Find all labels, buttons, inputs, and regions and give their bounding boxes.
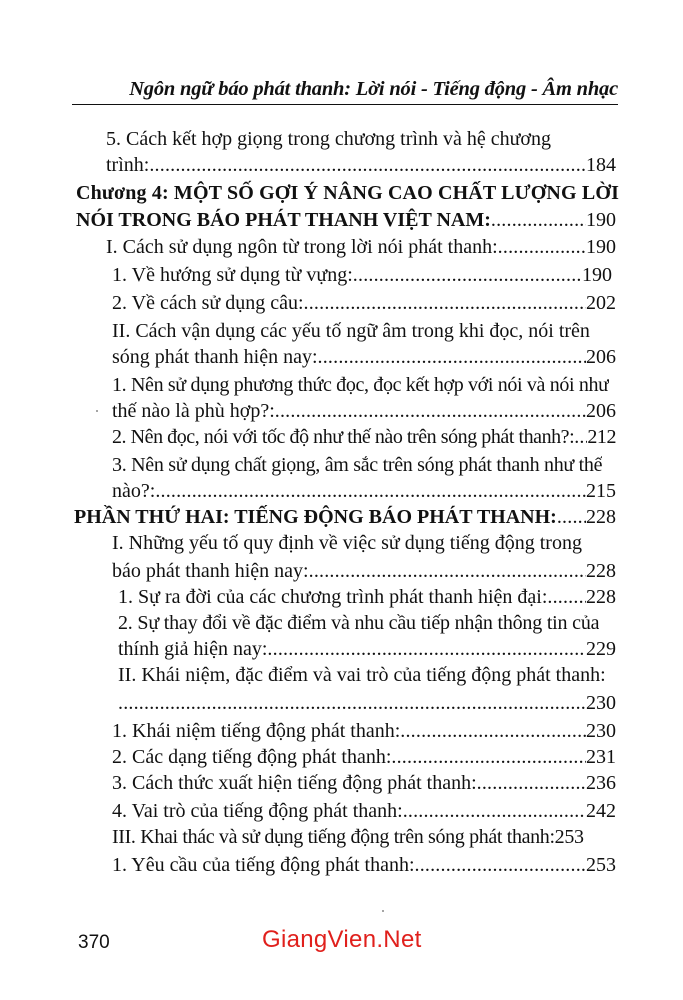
toc-page-number: 231 (586, 746, 616, 768)
toc-entry-text: nào?: (112, 480, 156, 502)
toc-entry-text: NÓI TRONG BÁO PHÁT THANH VIỆT NAM: (76, 209, 491, 231)
toc-entry-text: 3. Nên sử dụng chất giọng, âm sắc trên sóng phát thanh như thế (112, 454, 603, 476)
toc-entry-text: 2. Sự thay đổi về đặc điểm và nhu cầu tiếp nhận thông tin của (118, 612, 600, 634)
watermark-logo: GiangVien.Net (262, 926, 422, 953)
toc-chapter-heading: Chương 4: MỘT SỐ GỢI Ý NÂNG CAO CHẤT LƯỢNG LỜI (76, 182, 620, 204)
toc-entry-text: thế nào là phù hợp?: (112, 400, 275, 422)
toc-leader-dots (415, 850, 587, 880)
toc-page-number: 206 (586, 346, 616, 368)
scan-speck (382, 910, 384, 912)
toc-entry (112, 822, 616, 852)
toc-entry-text: báo phát thanh hiện nay: (112, 560, 309, 582)
toc-entry-text: trình: (106, 154, 150, 176)
toc-chapter-entry (76, 205, 616, 235)
toc-entry-text: 2. Về cách sử dụng câu: (112, 292, 304, 314)
toc-page-number: 228 (586, 506, 616, 528)
toc-page-number: 215 (586, 480, 616, 502)
toc-page-number: 202 (586, 292, 616, 314)
toc-page-number: 228 (586, 586, 616, 608)
toc-entry (112, 768, 616, 798)
toc-entry-text: 2. Nên đọc, nói với tốc độ như thế nào trên sóng phát thanh?: (112, 426, 575, 448)
header-rule (72, 104, 618, 105)
page-number: 370 (78, 932, 110, 953)
toc-entry-text: I. Những yếu tố quy định về việc sử dụng tiếng động trong (112, 532, 582, 554)
toc-entry-text: II. Khái niệm, đặc điểm và vai trò của tiếng động phát thanh: (118, 664, 606, 686)
toc-entry-text: 4. Vai trò của tiếng động phát thanh: (112, 800, 403, 822)
toc-page-number: 206 (586, 400, 616, 422)
toc-page-number: 242 (586, 800, 616, 822)
toc-entry (112, 422, 616, 452)
toc-page-number: 253 (554, 826, 584, 848)
toc-entry-text: 5. Cách kết hợp giọng trong chương trình và hệ chương (106, 128, 551, 150)
toc-entry-text: III. Khai thác và sử dụng tiếng động trên sóng phát thanh: (112, 826, 555, 848)
toc-leader-dots (118, 688, 586, 718)
toc-page-number: 212 (587, 426, 616, 448)
toc-entry-text: PHẦN THỨ HAI: TIẾNG ĐỘNG BÁO PHÁT THANH: (74, 506, 557, 528)
toc-leader-dots (149, 150, 586, 180)
toc-leader-dots (491, 205, 586, 235)
toc-entry-text: I. Cách sử dụng ngôn từ trong lời nói phát thanh: (106, 236, 498, 258)
running-header: Ngôn ngữ báo phát thanh: Lời nói - Tiếng động - Âm nhạc (129, 78, 618, 100)
toc-leader-dots (477, 768, 586, 798)
toc-leader-dots (574, 422, 587, 452)
toc-leader-dots (498, 232, 586, 262)
toc-entry-text: II. Cách vận dụng các yếu tố ngữ âm trong khi đọc, nói trên (112, 320, 590, 342)
toc-page-number: 236 (586, 772, 616, 794)
toc-entry-text: 1. Yêu cầu của tiếng động phát thanh: (112, 854, 415, 876)
toc-leader-dots (353, 260, 582, 290)
toc-leader-dots (304, 288, 586, 318)
toc-entry-text: sóng phát thanh hiện nay: (112, 346, 318, 368)
toc-entry-text: 1. Nên sử dụng phương thức đọc, đọc kết hợp với nói và nói như (112, 374, 609, 396)
toc-entry (118, 688, 616, 718)
toc-entry (112, 850, 616, 880)
toc-entry-text: thính giả hiện nay: (118, 638, 268, 660)
toc-page-number: 253 (586, 854, 616, 876)
toc-entry (112, 260, 612, 290)
toc-entry-text: 3. Cách thức xuất hiện tiếng động phát thanh: (112, 772, 477, 794)
toc-entry (112, 342, 616, 372)
toc-entry-text: 2. Các dạng tiếng động phát thanh: (112, 746, 392, 768)
toc-entry (112, 288, 616, 318)
toc-page-number: 190 (586, 209, 616, 231)
toc-entry-text: 1. Sự ra đời của các chương trình phát thanh hiện đại: (118, 586, 548, 608)
toc-entry (106, 150, 616, 180)
toc-page-number: 230 (586, 720, 616, 742)
toc-page-number: 229 (586, 638, 616, 660)
toc-entry-text: 1. Về hướng sử dụng từ vựng: (112, 264, 353, 286)
toc-page-number: 184 (586, 154, 616, 176)
toc-page-number: 190 (582, 264, 612, 286)
toc-entry (106, 232, 616, 262)
toc-page-number: 230 (586, 692, 616, 714)
toc-page-number: 228 (586, 560, 616, 582)
scan-speck (96, 410, 98, 412)
toc-leader-dots (318, 342, 586, 372)
toc-page-number: 190 (586, 236, 616, 258)
toc-entry-text: 1. Khái niệm tiếng động phát thanh: (112, 720, 401, 742)
